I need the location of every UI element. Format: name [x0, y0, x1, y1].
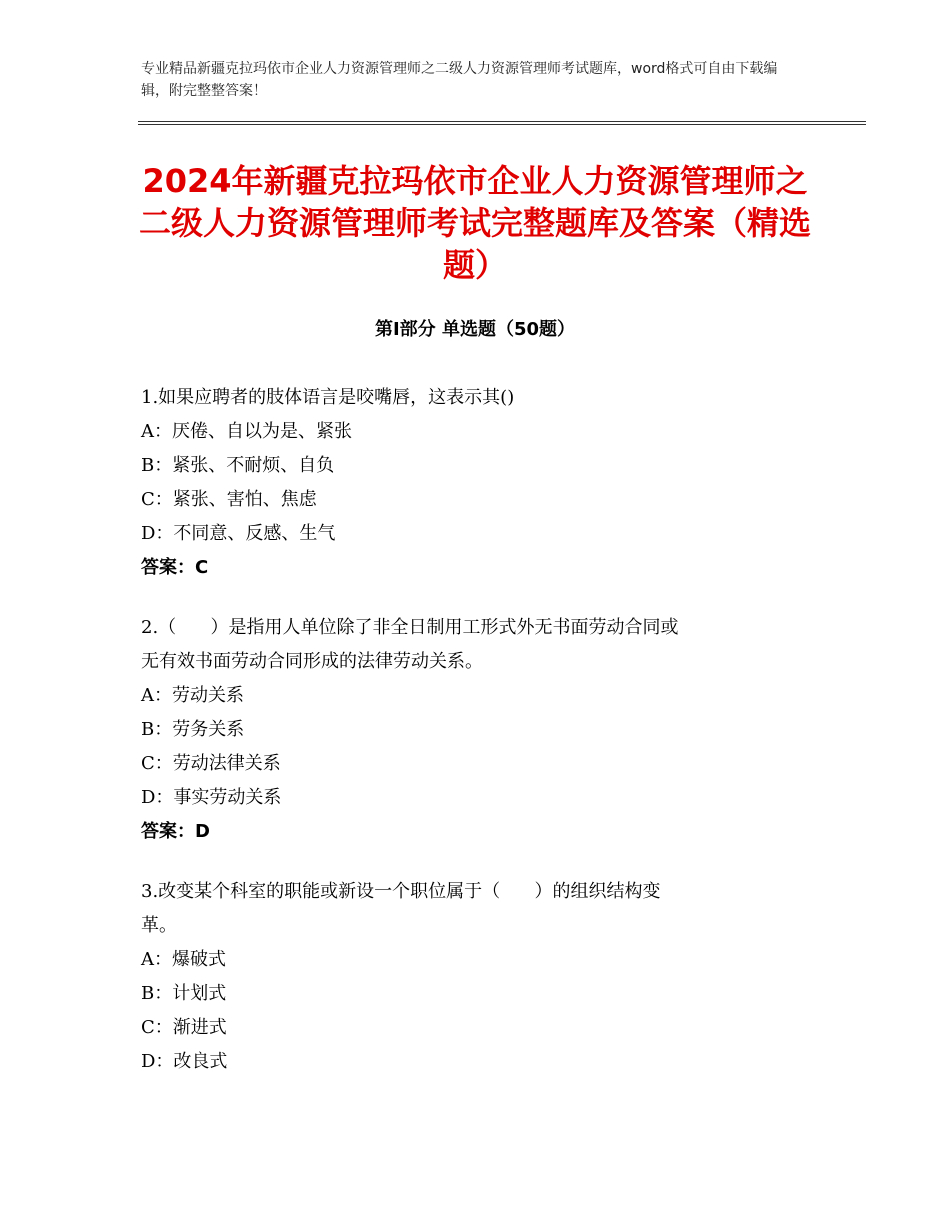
option-c: C：渐进式	[141, 1017, 227, 1038]
option-c: C：紧张、害怕、焦虑	[141, 489, 317, 510]
question-stem-continued: 无有效书面劳动合同形成的法律劳动关系。	[141, 651, 483, 672]
option-c: C：劳动法律关系	[141, 753, 281, 774]
question-list	[141, 381, 821, 1105]
question-2	[141, 611, 821, 849]
header-rule	[138, 121, 866, 127]
option-d: D：不同意、反感、生气	[141, 523, 336, 544]
option-d: D：事实劳动关系	[141, 787, 282, 808]
option-a: A：爆破式	[141, 949, 226, 970]
option-b: B：紧张、不耐烦、自负	[141, 455, 335, 476]
option-a: A：厌倦、自以为是、紧张	[141, 421, 352, 442]
answer: 答案：C	[141, 557, 209, 578]
option-a: A：劳动关系	[141, 685, 244, 706]
answer: 答案：D	[141, 821, 210, 842]
document-title: 2024年新疆克拉玛依市企业人力资源管理师之二级人力资源管理师考试完整题库及答案（精选题）	[138, 162, 811, 284]
question-stem: 3.改变某个科室的职能或新设一个职位属于（ ）的组织结构变	[141, 881, 661, 902]
question-1	[141, 381, 821, 585]
section-heading: 第Ⅰ部分 单选题（50题）	[374, 319, 575, 340]
question-3	[141, 875, 821, 1079]
header-note: 专业精品新疆克拉玛依市企业人力资源管理师之二级人力资源管理师考试题库，word格式可自由下载编辑，附完整整答案！	[141, 61, 778, 99]
option-d: D：改良式	[141, 1051, 228, 1072]
option-b: B：计划式	[141, 983, 227, 1004]
question-stem: 2.（ ）是指用人单位除了非全日制用工形式外无书面劳动合同或	[141, 617, 679, 638]
question-stem: 1.如果应聘者的肢体语言是咬嘴唇，这表示其()	[141, 387, 515, 408]
option-b: B：劳务关系	[141, 719, 245, 740]
question-stem-continued: 革。	[141, 915, 177, 936]
